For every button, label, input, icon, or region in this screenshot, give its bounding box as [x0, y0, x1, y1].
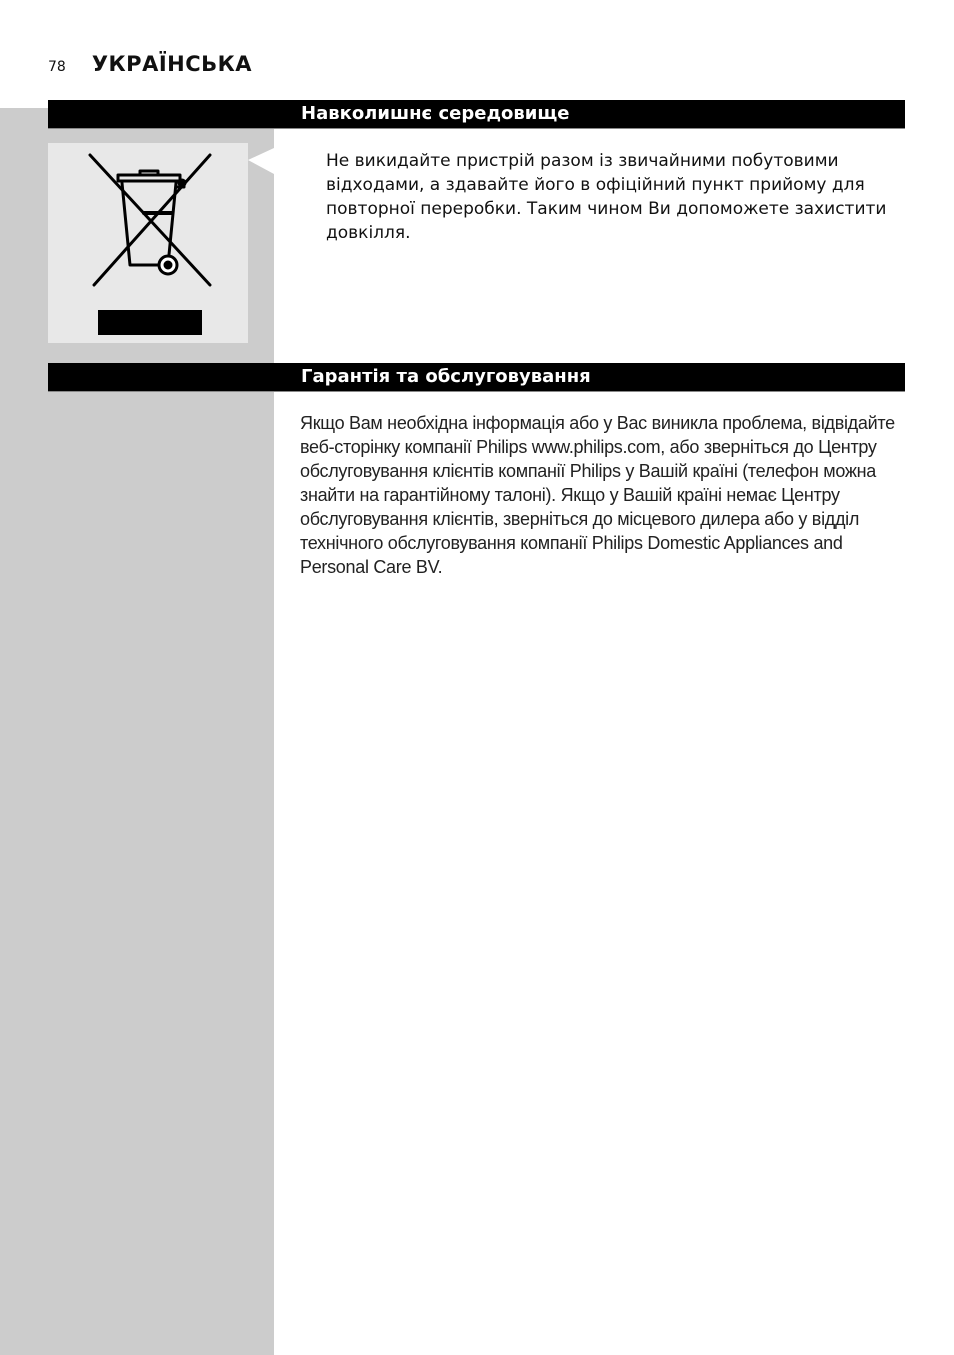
section-title-environment: Навколишнє середовище — [301, 103, 570, 124]
page-header — [48, 52, 252, 76]
warranty-body-text: Якщо Вам необхідна інформація або у Вас виникла проблема, відвідайте веб-сторінку компанії Philips www.philips.com, або зверніться до Центру обслуговування клієнтів компанії Philips у Вашій країні (телефон можна знайти на гарантійному талоні). Якщо у Вашій країні немає Центру обслуговування клієнтів, зверніться до місцевого дилера або у відділ технічного обслуговування компанії Philips Domestic Appliances and Personal Care BV. — [300, 413, 895, 577]
pointer-arrow — [248, 148, 274, 174]
section-header-warranty — [48, 363, 905, 392]
page-number: 78 — [48, 59, 66, 75]
environment-body-text: Не викидайте пристрій разом із звичайними побутовими відходами, а здавайте його в офіційний пункт прийому для повторної переробки. Таким чином Ви допоможете захистити довкілля. — [326, 151, 887, 243]
section-header-environment — [48, 100, 905, 129]
section-title-warranty: Гарантія та обслуговування — [301, 366, 591, 387]
language-title: УКРАЇНСЬКА — [91, 52, 253, 76]
crossed-out-wheelie-bin-icon — [88, 153, 212, 293]
recycling-illustration — [48, 143, 248, 343]
black-label-bar — [98, 310, 202, 335]
